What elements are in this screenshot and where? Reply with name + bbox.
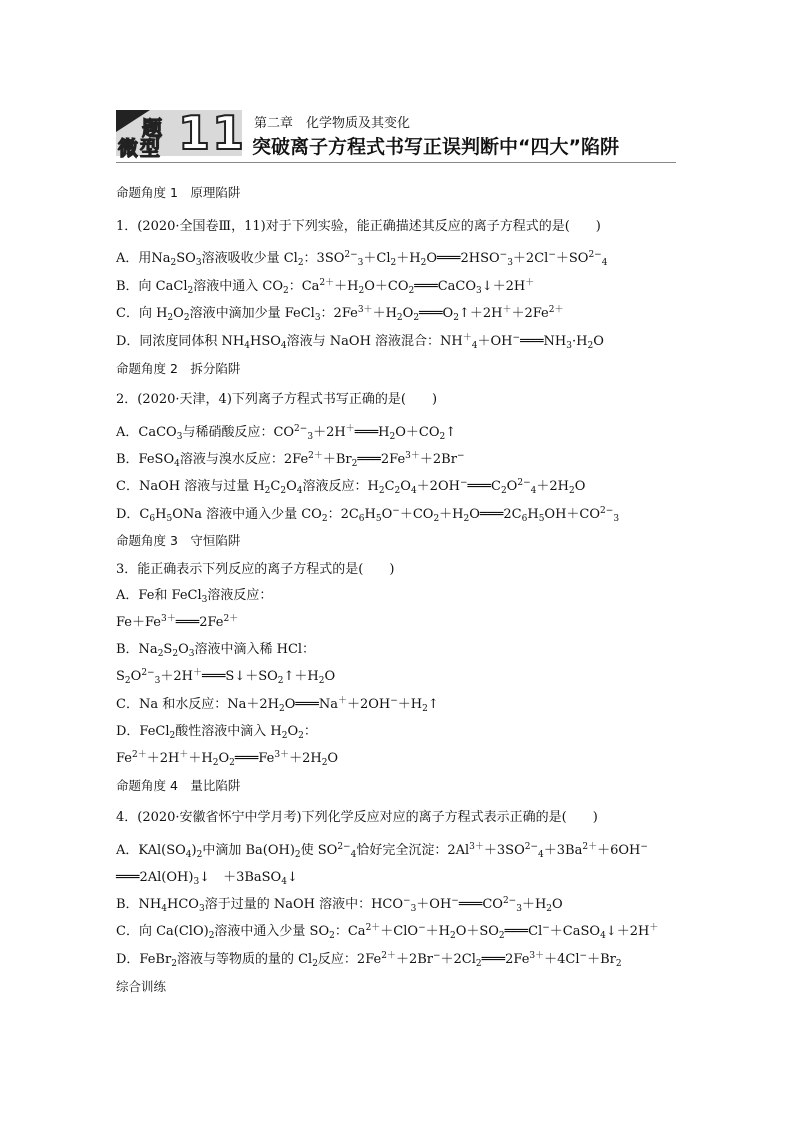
- option-line: $S_2O^{2-}_3+2H^+═══S↓+SO_2↑+H_2O$: [116, 668, 336, 686]
- question-stem: 2．(2020·天津，4)下列离子方程式书写正确的是( ): [116, 392, 438, 407]
- option-line: B．$Na_2S_2O_3$溶液中滴入稀 HCl：: [116, 642, 316, 659]
- page-header: [116, 104, 676, 164]
- option-line: D．FeCl$_2$酸性溶液中滴入 $H_2O_2$：: [116, 724, 317, 741]
- option-line: D．同浓度同体积 $NH_4HSO_4$溶液与 NaOH 溶液混合：$NH^+_4+OH^-═══NH_3\cdot H_2O$: [116, 333, 604, 351]
- logo-number: 11: [178, 106, 247, 160]
- logo-char-wei: 微: [118, 136, 138, 160]
- option-line: B．$NH_4HCO_3$溶于过量的 NaOH 溶液中：$HCO^-_3+OH^-═══CO^{2-}_3+H_2O$: [116, 896, 563, 914]
- section-heading: 命题角度 3 守恒陷阱: [116, 533, 241, 548]
- section-heading: 命题角度 4 量比陷阱: [116, 778, 241, 793]
- option-line: A．Fe和 FeCl$_3$溶液反应：: [116, 588, 273, 605]
- option-line: $Fe+Fe^{3+}═══2Fe^{2+}$: [116, 614, 239, 630]
- option-line: A．用$Na_2SO_3$溶液吸收少量 $Cl_2$：$3SO^{2-}_3+Cl_2+H_2O═══2HSO^-_3+2Cl^-+SO^{2-}_4$: [116, 250, 608, 268]
- question-stem: 3．能正确表示下列反应的离子方程式的是( ): [116, 562, 395, 577]
- logo-char-xing: 型: [140, 136, 160, 160]
- question-stem: 4．(2020·安徽省怀宁中学月考)下列化学反应对应的离子方程式表示正确的是( ): [116, 810, 598, 825]
- option-line: C．向 $Ca(ClO)_2$溶液中通入少量 $SO_2$：$Ca^{2+}+ClO^-+H_2O+SO_2═══Cl^-+CaSO_4↓+2H^+$: [116, 923, 659, 941]
- option-line: B．FeSO$_4$溶液与溴水反应：$2Fe^{2+}+Br_2═══2Fe^{3+}+2Br^-$: [116, 451, 465, 469]
- option-line: D．FeBr$_2$溶液与等物质的量的 $Cl_2$反应：$2Fe^{2+}+2Br^-+2Cl_2═══2Fe^{3+}+4Cl^-+Br_2$: [116, 951, 622, 969]
- page-title: 突破离子方程式书写正误判断中“四大”陷阱: [252, 136, 619, 158]
- micro-topic-logo: [116, 106, 247, 160]
- option-line: C．Na 和水反应：$Na+2H_2O═══Na^++2OH^-+H_2↑$: [116, 696, 439, 714]
- option-line: $═══2Al(OH)_3↓$ ＋3BaSO$_4$↓: [116, 870, 298, 887]
- option-line: A．$KAl(SO_4)_2$中滴加 $Ba(OH)_2$使 $SO^{2-}_4$恰好完全沉淀：$2Al^{3+}+3SO^{2-}_4+3Ba^{2+}+6OH^-$: [116, 842, 648, 860]
- option-line: D．$C_6H_5ONa$ 溶液中通入少量 $CO_2$：$2C_6H_5O^-+CO_2+H_2O═══2C_6H_5OH+CO^{2-}_3$: [116, 506, 620, 524]
- option-line: C．NaOH 溶液与过量 $H_2C_2O_4$溶液反应：$H_2C_2O_4+2OH^-═══C_2O^{2-}_4+2H_2O$: [116, 478, 586, 496]
- section-heading: 命题角度 1 原理陷阱: [116, 185, 241, 200]
- section-heading: 综合训练: [116, 979, 167, 994]
- option-line: $Fe^{2+}+2H^++H_2O_2═══Fe^{3+}+2H_2O$: [116, 750, 339, 768]
- section-heading: 命题角度 2 拆分陷阱: [116, 361, 241, 376]
- chapter-label: 第二章 化学物质及其变化: [254, 116, 411, 131]
- option-line: B．向 CaCl$_2$溶液中通入 $CO_2$：$Ca^{2+}+H_2O+CO_2═══CaCO_3↓+2H^+$: [116, 278, 535, 296]
- question-stem: 1．(2020·全国卷Ⅲ，11)对于下列实验，能正确描述其反应的离子方程式的是( ): [116, 219, 601, 234]
- option-line: A．CaCO$_3$与稀硝酸反应：$CO^{2-}_3+2H^+═══H_2O+CO_2↑$: [116, 424, 457, 442]
- logo-char-ti: 题: [142, 116, 162, 140]
- header-divider: [116, 162, 676, 163]
- option-line: C．向 $H_2O_2$溶液中滴加少量 FeCl$_3$：$2Fe^{3+}+H_2O_2═══O_2↑+2H^++2Fe^{2+}$: [116, 305, 564, 323]
